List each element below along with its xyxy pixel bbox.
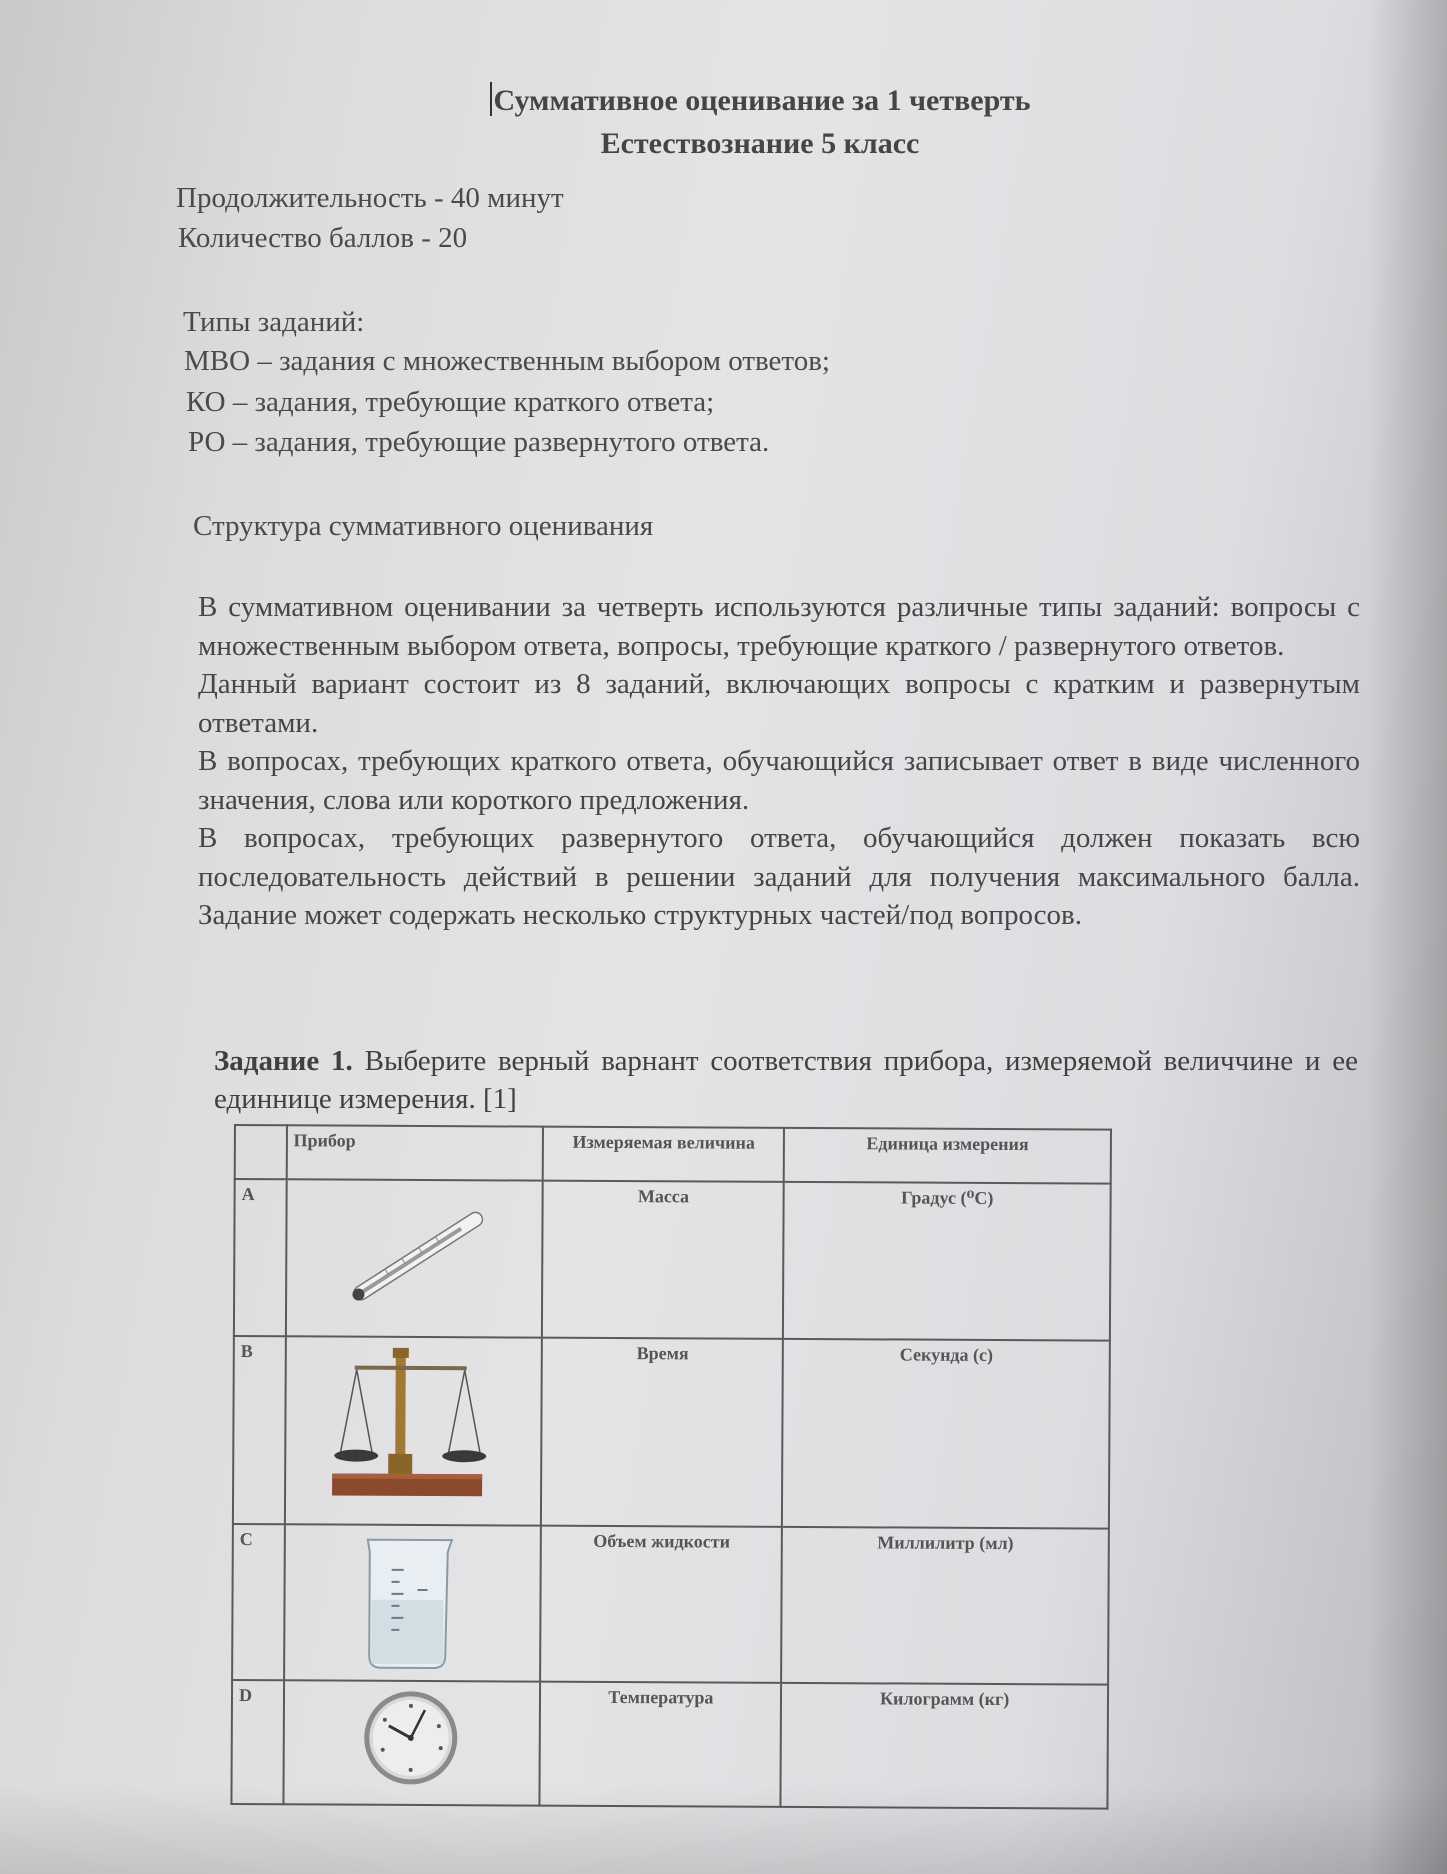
table-header-device: Прибор bbox=[286, 1125, 543, 1180]
row-letter: D bbox=[231, 1680, 283, 1804]
table-row bbox=[233, 1336, 1110, 1529]
task-type-ko: КО – задания, требующие краткого ответа; bbox=[186, 386, 715, 418]
points-text: Количество баллов - 20 bbox=[178, 222, 468, 254]
structure-paragraph-4: В вопросах, требующих развернутого ответа, обучающийся должен показать всю последовательность действий в решении заданий для получения максимального балла. Задание может содержать несколько структурных частей/под вопросов. bbox=[198, 822, 1360, 931]
structure-paragraphs bbox=[198, 588, 1360, 935]
task-type-ro: РО – задания, требующие развернутого ответа. bbox=[188, 426, 770, 458]
row-unit: Миллилитр (мл) bbox=[781, 1527, 1109, 1685]
document-subtitle: Естествознание 5 класс bbox=[600, 127, 920, 160]
task-type-mvo: МВО – задания с множественным выбором ответов; bbox=[184, 345, 830, 377]
matching-table bbox=[230, 1124, 1112, 1810]
table-row bbox=[234, 1179, 1111, 1341]
table-header-row bbox=[235, 1125, 1111, 1184]
balance-scale-icon bbox=[284, 1336, 542, 1525]
photo-shadow-right bbox=[1367, 0, 1447, 1874]
row-unit: Секунда (с) bbox=[782, 1339, 1110, 1529]
text-cursor bbox=[490, 82, 492, 116]
row-quantity: Температура bbox=[540, 1682, 781, 1807]
structure-paragraph-3: В вопросах, требующих краткого ответа, обучающийся записывает ответ в виде численного значения, слова или короткого предложения. bbox=[198, 745, 1360, 816]
structure-paragraph-1: В суммативном оценивании за четверть используются различные типы заданий: вопросы с множественным выбором ответа, вопросы, требующие краткого / развернутого ответов. bbox=[198, 591, 1360, 662]
task-1-text: Выберите верный варнант соответствия прибора, измеряемой величчине и ее единнице измерения. [1] bbox=[214, 1045, 1358, 1115]
title-line-1: Суммативное оценивание за 1 четверть bbox=[493, 84, 1031, 117]
row-letter: A bbox=[234, 1179, 286, 1336]
duration-text: Продолжительность - 40 минут bbox=[176, 182, 564, 214]
row-unit: Килограмм (кг) bbox=[781, 1683, 1108, 1809]
row-quantity: Объем жидкости bbox=[541, 1526, 783, 1683]
table-header-quantity: Измеряемая величина bbox=[543, 1127, 784, 1182]
table-header-letter bbox=[235, 1125, 287, 1179]
row-letter: B bbox=[233, 1336, 286, 1524]
document-title bbox=[330, 82, 1190, 118]
structure-paragraph-2: Данный вариант состоит из 8 заданий, включающих вопросы с кратким и развернутым ответами. bbox=[198, 668, 1360, 739]
photo-shadow-bottom bbox=[0, 1784, 1447, 1874]
row-unit: Градус (⁰С) bbox=[783, 1182, 1111, 1341]
row-letter: C bbox=[232, 1524, 284, 1680]
beaker-icon bbox=[284, 1524, 542, 1681]
task-types-heading: Типы заданий: bbox=[183, 306, 365, 338]
row-quantity: Масса bbox=[542, 1181, 784, 1339]
table-header-unit: Единица измерения bbox=[784, 1128, 1111, 1184]
thermometer-icon bbox=[285, 1179, 543, 1337]
task-1 bbox=[214, 1042, 1358, 1118]
task-1-label: Задание 1. bbox=[214, 1045, 353, 1077]
structure-heading: Структура суммативного оценивания bbox=[193, 510, 654, 542]
table-row bbox=[232, 1524, 1109, 1685]
row-quantity: Время bbox=[541, 1338, 783, 1527]
